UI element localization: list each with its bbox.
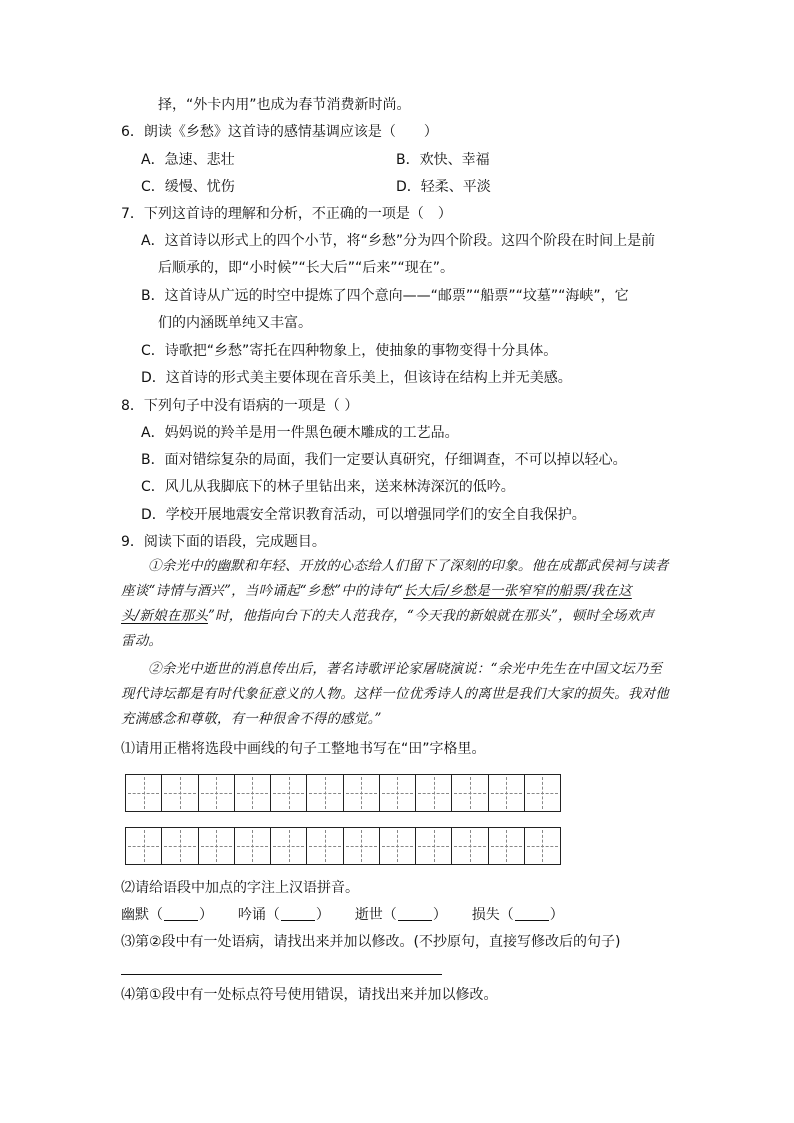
tian-cell[interactable] [380, 828, 416, 864]
tian-cell[interactable] [126, 828, 162, 864]
pinyin-blank[interactable] [281, 906, 315, 921]
q9-sub3: ⑶第②段中有一处语病，请找出来并加以修改。(不抄原句，直接写修改后的句子) [121, 934, 621, 950]
tian-cell[interactable] [380, 775, 416, 811]
q6-option-d: D．轻柔、平淡 [396, 179, 491, 195]
q6-option-a: A．急速、悲壮 [141, 152, 235, 168]
q6-option-c: C．缓慢、忧伤 [141, 179, 235, 195]
q8-option-a: A．妈妈说的羚羊是用一件黑色硬木雕成的工艺品。 [141, 425, 459, 441]
tian-cell[interactable] [344, 828, 380, 864]
q7-option-a-line1: A．这首诗以形式上的四个小节，将“乡愁”分为四个阶段。这四个阶段在时间上是前 [141, 233, 656, 249]
tian-cell[interactable] [162, 828, 198, 864]
tian-cell[interactable] [199, 828, 235, 864]
q9-sub1: ⑴请用正楷将选段中画线的句子工整地书写在“田”字格里。 [121, 741, 486, 757]
tian-cell[interactable] [489, 828, 525, 864]
tian-cell[interactable] [126, 775, 162, 811]
tian-cell[interactable] [416, 775, 452, 811]
tian-cell[interactable] [307, 775, 343, 811]
tian-cell[interactable] [344, 775, 380, 811]
answer-line[interactable] [121, 974, 442, 975]
tian-cell[interactable] [162, 775, 198, 811]
pinyin-row [121, 905, 564, 925]
q9-stem: 9．阅读下面的语段，完成题目。 [121, 534, 326, 550]
q6-stem: 6．朗读《乡愁》这首诗的感情基调应该是（ ） [121, 124, 438, 140]
tian-cell[interactable] [525, 775, 560, 811]
tian-cell[interactable] [307, 828, 343, 864]
q8-stem: 8．下列句子中没有语病的一项是（ ） [121, 398, 359, 414]
q7-option-b-line2: 们的内涵既单纯又丰富。 [158, 315, 312, 331]
pinyin-item: 损失（ ） [471, 907, 564, 923]
pinyin-blank[interactable] [164, 906, 198, 921]
tian-cell[interactable] [489, 775, 525, 811]
q7-stem: 7．下列这首诗的理解和分析，不正确的一项是（ ） [121, 206, 452, 222]
tian-cell[interactable] [271, 828, 307, 864]
q9-paragraph2-line2: 现代诗坛都是有时代象征意义的人物。这样一位优秀诗人的离世是我们大家的损失。我对他 [121, 686, 669, 702]
q8-option-d: D．学校开展地震安全常识教育活动，可以增强同学们的安全自我保护。 [141, 507, 586, 523]
pinyin-item: 逝世（ ） [354, 907, 447, 923]
q7-option-d: D．这首诗的形式美主要体现在音乐美上，但该诗在结构上并无美感。 [141, 370, 572, 386]
intro-continuation: 择，“外卡内用”也成为春节消费新时尚。 [158, 97, 411, 113]
tian-cell[interactable] [452, 775, 488, 811]
pinyin-blank[interactable] [398, 906, 432, 921]
tian-cell[interactable] [199, 775, 235, 811]
tian-cell[interactable] [525, 828, 560, 864]
q7-option-a-line2: 后顺承的，即“小时候”“长大后”“后来”“现在”。 [158, 260, 455, 276]
tian-cell[interactable] [235, 775, 271, 811]
q9-paragraph1-line3: 头/新娘在那头”时，他指向台下的夫人范我存，“今天我的新娘就在那头”，顿时全场欢声 [121, 608, 654, 624]
q7-option-b-line1: B．这首诗从广远的时空中提炼了四个意向——“邮票”“船票”“坟墓”“海峡”，它 [141, 288, 629, 304]
tian-cell[interactable] [235, 828, 271, 864]
q9-paragraph2-line1: ②余光中逝世的消息传出后，著名诗歌评论家屠晓演说：“余光中先生在中国文坛乃至 [148, 661, 663, 677]
pinyin-item: 幽默（ ） [121, 907, 213, 923]
tian-grid-row-2[interactable] [125, 827, 561, 865]
q9-sub4: ⑷第①段中有一处标点符号使用错误，请找出来并加以修改。 [121, 987, 498, 1003]
q6-option-b: B．欢快、幸福 [396, 152, 490, 168]
tian-cell[interactable] [416, 828, 452, 864]
q8-option-b: B．面对错综复杂的局面，我们一定要认真研究，仔细调查，不可以掉以轻心。 [141, 452, 627, 468]
q9-paragraph1-line4: 雷动。 [121, 633, 163, 649]
tian-cell[interactable] [271, 775, 307, 811]
pinyin-item: 吟诵（ ） [237, 907, 330, 923]
q9-sub2: ⑵请给语段中加点的字注上汉语拼音。 [121, 880, 359, 896]
q9-paragraph1-line1: ①余光中的幽默和年轻、开放的心态给人们留下了深刻的印象。他在成都武侯祠与读者 [148, 558, 669, 574]
q7-option-c: C．诗歌把“乡愁”寄托在四种物象上，使抽象的事物变得十分具体。 [141, 343, 558, 359]
pinyin-blank[interactable] [515, 906, 549, 921]
underlined-sentence-part1: 长大后/乡愁是一张窄窄的船票/我在这 [403, 583, 632, 599]
q9-paragraph2-line3: 充满感念和尊敬，有一种很舍不得的感觉。” [121, 711, 382, 727]
underlined-sentence-part2: 头/新娘在那头 [121, 608, 208, 624]
q9-paragraph1-line2: 座谈“诗情与酒兴”，当吟诵起“乡愁”中的诗句“长大后/乡愁是一张窄窄的船票/我在这 [121, 583, 632, 599]
q8-option-c: C．风儿从我脚底下的林子里钻出来，送来林涛深沉的低吟。 [141, 479, 515, 495]
tian-grid-row-1[interactable] [125, 774, 561, 812]
tian-cell[interactable] [452, 828, 488, 864]
